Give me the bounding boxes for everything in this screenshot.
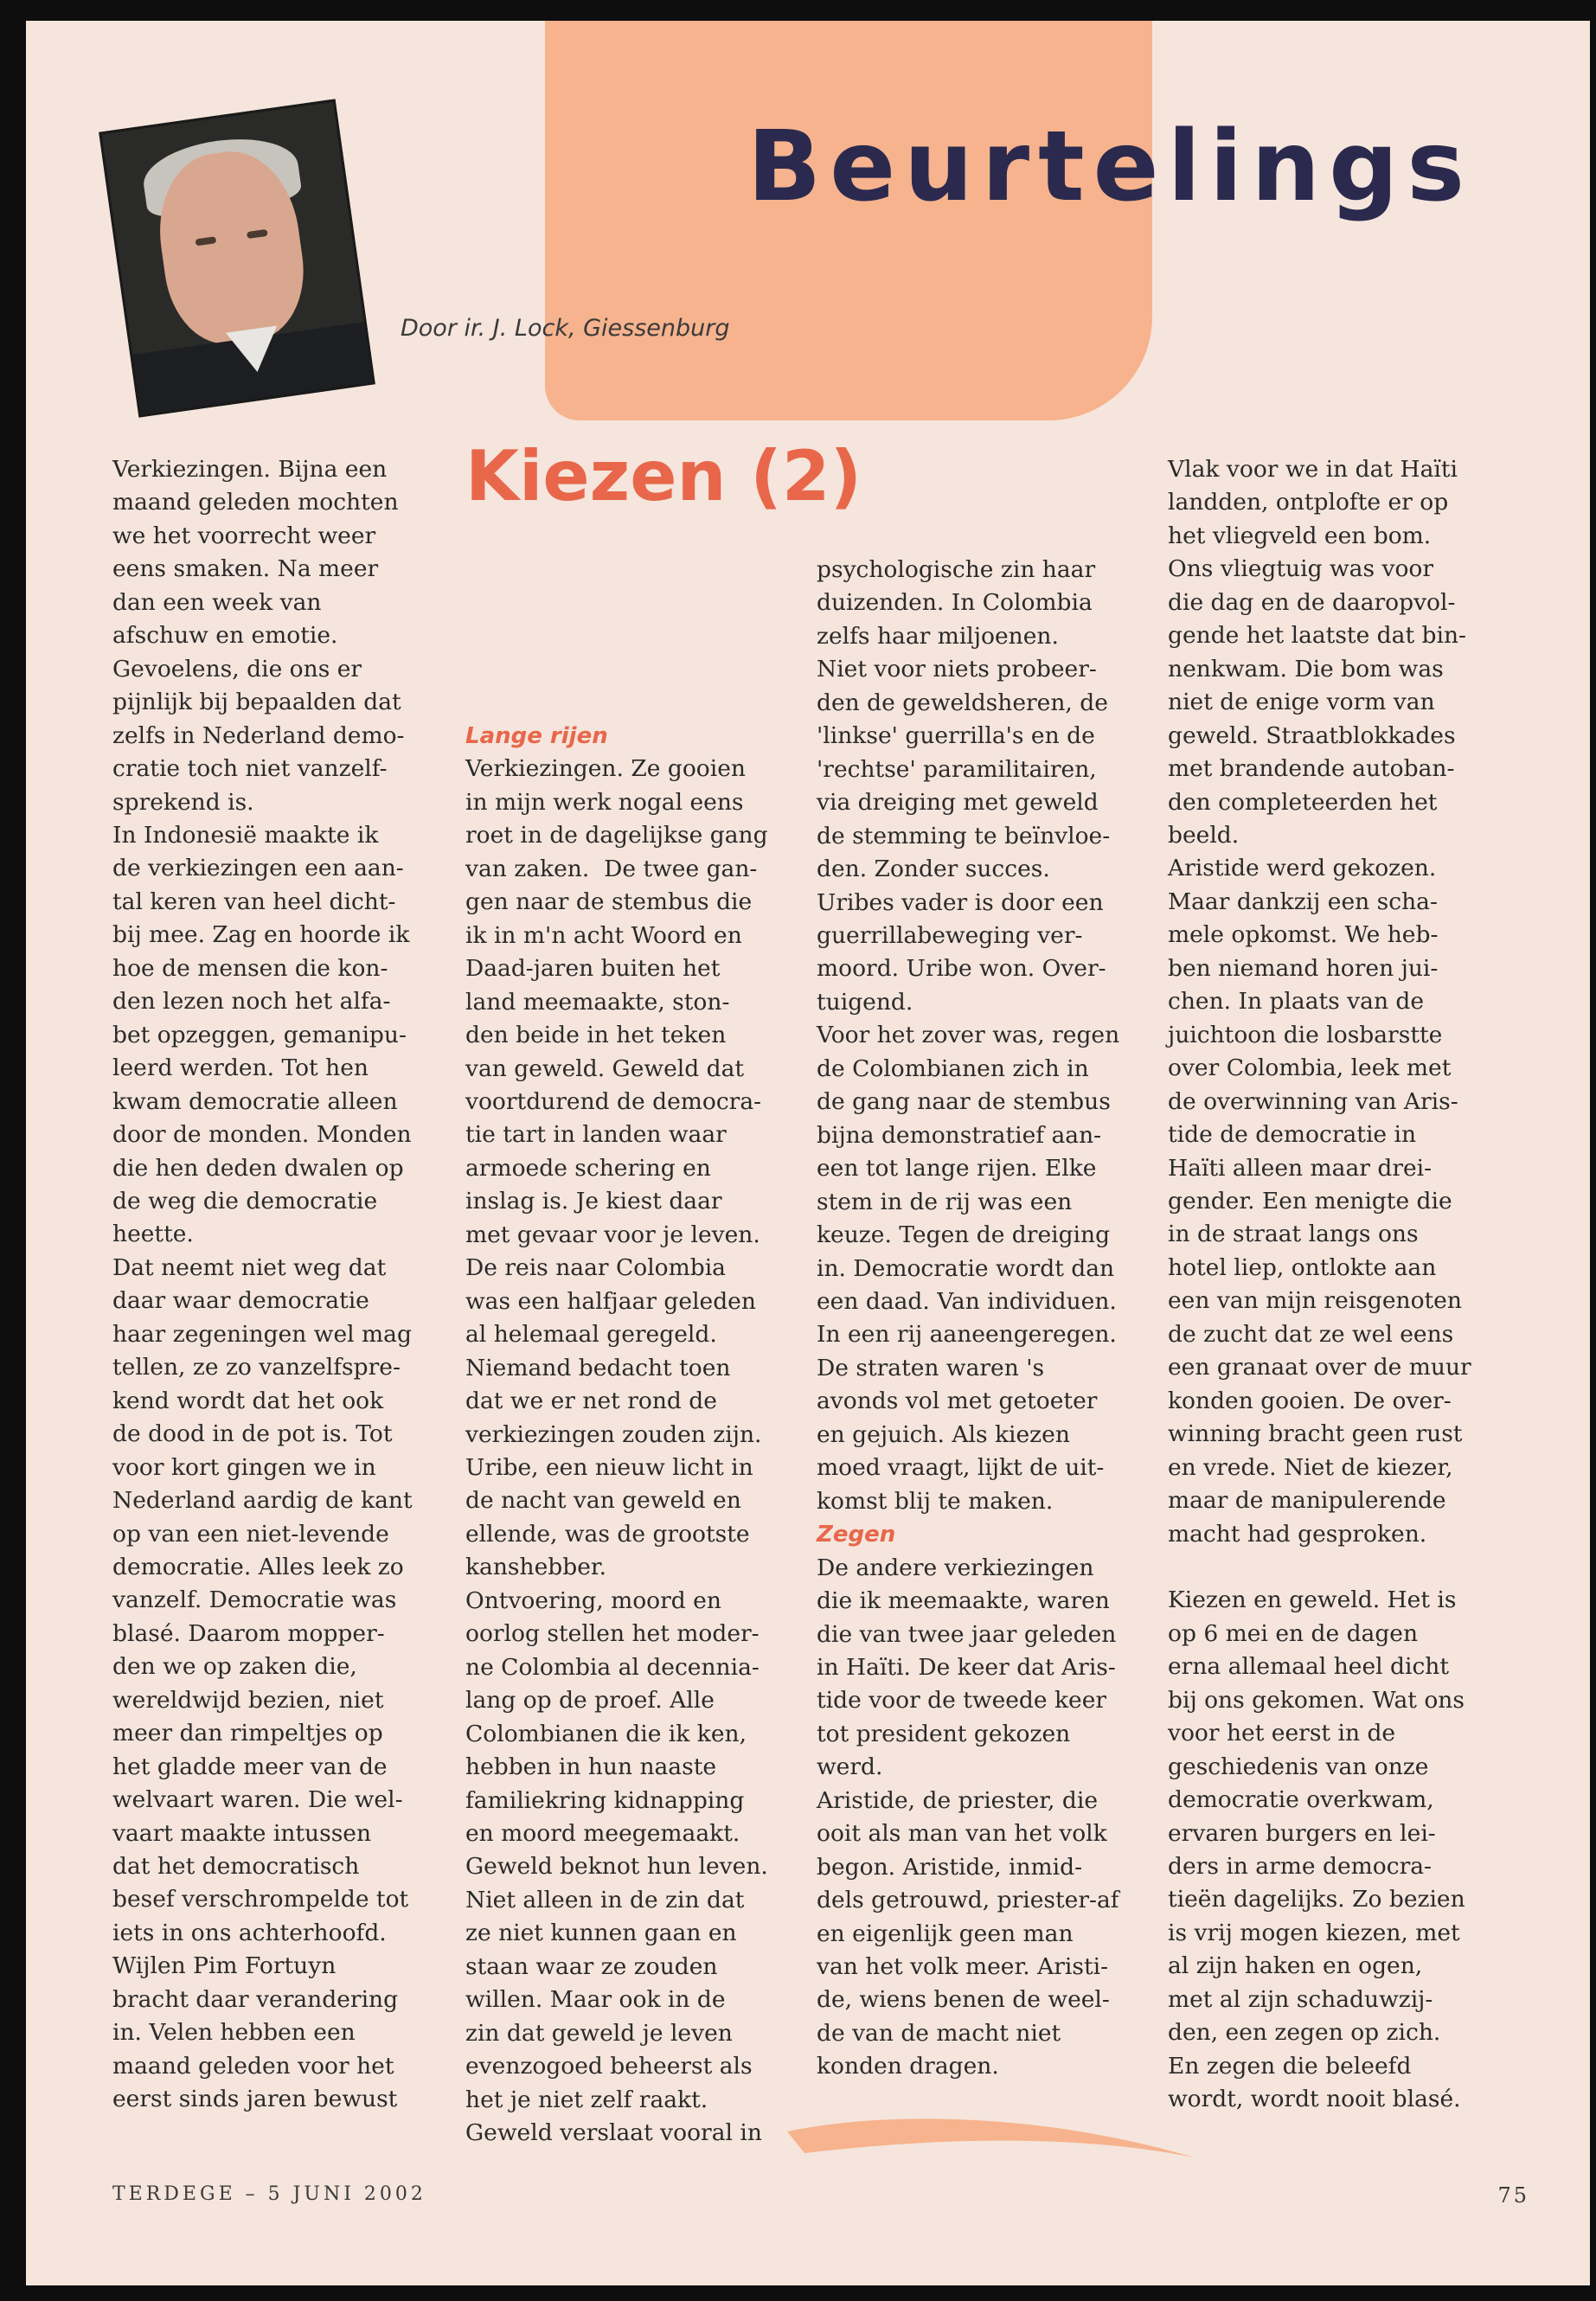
text-column-4: Vlak voor we in dat Haïti landden, ontplofte er op het vliegveld een bom. Ons vliegtuig was voor die dag en de daaropvol- gende het laatste dat bin- nenkwam. Die bom was niet de enige vorm van geweld. Straatblokkades met brandende autoban- den completeerden het beeld. Aristide werd gekozen. Maar dankzij een scha- mele opkomst. We heb- ben niemand horen jui- chen. In plaats van de juichtoon die losbarstte over Colombia, leek met de overwinning van Aris- tide de democratie in Haïti alleen maar drei- gender. Een menigte die in de straat langs ons hotel liep, ontlokte aan een van mijn reisgenoten de zucht dat ze wel eens een granaat over de muur konden gooien. De over- winning bracht geen rust en vrede. Niet de kiezer, maar de manipulerende macht had gesproken. Kiezen en geweld. Het is op 6 mei en de dagen erna allemaal heel dicht bij ons gekomen. Wat ons voor het eerst in de geschiedenis van onze democratie overkwam, ervaren burgers en lei- ders in arme democra- tieën dagelijks. Zo bezien is vrij mogen kiezen, met al zijn haken en ogen, met al zijn schaduwzij- den, een zegen op zich. En zegen die beleefd wordt, wordt nooit blasé.	[1168, 456, 1471, 2113]
column-3-body-a: psychologische zin haar duizenden. In Colombia zelfs haar miljoenen. Niet voor niets probeer- den de geweldsheren, de 'linkse' guerrilla's en de 'rechtse' paramilitairen, via dreiging met geweld de stemming te beïnvloe- den. Zonder succes. Uribes vader is door een guerrillabeweging ver- moord. Uribe won. Over- tuigend. Voor het zover was, regen de Colombianen zich in de gang naar de stembus bijna demonstratief aan- een tot lange rijen. Elke stem in de rij was een keuze. Tegen de dreiging in. Democratie wordt dan een daad. Van individuen. In een rij aaneengeregen. De straten waren 's avonds vol met getoeter en gejuich. Als kiezen moed vraagt, lijkt de uit- komst blij te maken.	[817, 556, 1120, 1515]
section-title: Beurtelings	[747, 111, 1473, 223]
footer-publication: TERDEGE – 5 JUNI 2002	[112, 2183, 426, 2205]
page-number: 75	[1497, 2183, 1529, 2208]
text-column-3	[817, 554, 1119, 2084]
subheading-zegen: Zegen	[817, 1522, 896, 1548]
column-3-body-b: De andere verkiezingen die ik meemaakte, waren die van twee jaar geleden in Haïti. De keer dat Aris- tide voor de tweede keer tot president gekozen werd. Aristide, de priester, die ooit als man van het volk begon. Aristide, inmid- dels getrouwd, priester-af en eigenlijk geen man van het volk meer. Aristi- de, wiens benen de weel- de van de macht niet konden dragen.	[817, 1554, 1119, 2080]
text-column-1: Verkiezingen. Bijna een maand geleden mochten we het voorrecht weer eens smaken. Na meer dan een week van afschuw en emotie. Gevoelens, die ons er pijnlijk bij bepaalden dat zelfs in Nederland demo- cratie toch niet vanzelf- sprekend is. In Indonesië maakte ik de verkiezingen een aan- tal keren van heel dicht- bij mee. Zag en hoorde ik hoe de mensen die kon- den lezen noch het alfa- bet opzeggen, gemanipu- leerd werden. Tot hen kwam democratie alleen door de monden. Monden die hen deden dwalen op de weg die democratie heette. Dat neemt niet weg dat daar waar democratie haar zegeningen wel mag tellen, ze zo vanzelfspre- kend wordt dat het ook de dood in de pot is. Tot voor kort gingen we in Nederland aardig de kant op van een niet-levende democratie. Alles leek zo vanzelf. Democratie was blasé. Daarom mopper- den we op zaken die, wereldwijd bezien, niet meer dan rimpeltjes op het gladde meer van de welvaart waren. Die wel- vaart maakte intussen dat het democratisch besef verschrompelde tot iets in ons achterhoofd. Wijlen Pim Fortuyn bracht daar verandering in. Velen hebben een maand geleden voor het eerst sinds jaren bewust	[112, 456, 413, 2113]
magazine-page	[26, 21, 1590, 2285]
column-2-body: Verkiezingen. Ze gooien in mijn werk nogal eens roet in de dagelijkse gang van zaken. De twee gan- gen naar de stembus die ik in m'n acht Woord en Daad-jaren buiten het land meemaakte, ston- den beide in het teken van geweld. Geweld dat voortdurend de democra- tie tart in landen waar armoede schering en inslag is. Je kiest daar met gevaar voor je leven. De reis naar Colombia was een halfjaar geleden al helemaal geregeld. Niemand bedacht toen dat we er net rond de verkiezingen zouden zijn. Uribe, een nieuw licht in de nacht van geweld en ellende, was de grootste kanshebber. Ontvoering, moord en oorlog stellen het moder- ne Colombia al decennia- lang op de proef. Alle Colombianen die ik ken, hebben in hun naaste familiekring kidnapping en moord meegemaakt. Geweld beknot hun leven. Niet alleen in de zin dat ze niet kunnen gaan en staan waar ze zouden willen. Maar ook in de zin dat geweld je leven evenzogoed beheerst als het je niet zelf raakt. Geweld verslaat vooral in	[465, 755, 768, 2147]
author-byline: Door ir. J. Lock, Giessenburg	[401, 315, 730, 342]
orange-swoosh	[787, 2106, 1194, 2166]
text-column-2	[465, 720, 768, 2150]
subheading-lange-rijen: Lange rijen	[465, 723, 608, 749]
author-photo	[99, 99, 375, 417]
article-title: Kiezen (2)	[465, 436, 862, 516]
